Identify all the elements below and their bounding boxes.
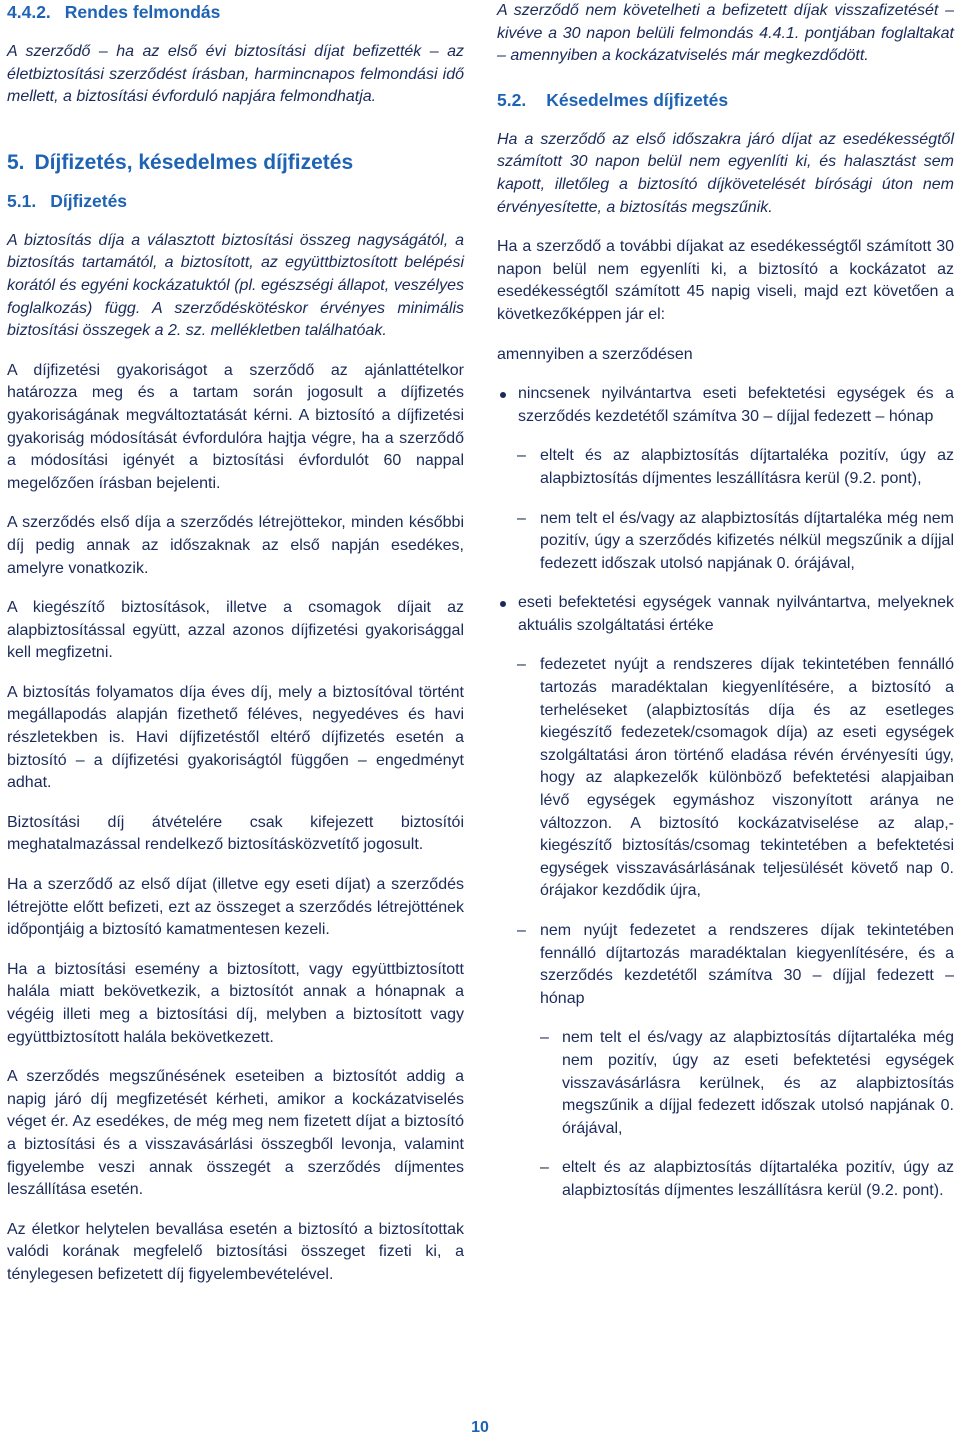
dash-icon: – [540,1159,549,1177]
bullet-icon [500,392,506,398]
paragraph: Ha a szerződő az első időszakra járó díjat az esedékességtől számított 30 napon belül nem egyenlíti ki, és halasztást sem kapott, illetőleg a biztosító díjkövetelését bírósági úton nem érvényesítette, a biztosítás megszűnik. [497,130,954,216]
paragraph: A díjfizetési gyakoriságot a szerződő az ajánlattételkor határozza meg és a tartam során jogosult a díjfizetés gyakoriságának megváltoztatását kérni. A biztosító a díjfizetési gyakoriság módosítását évfordulóra hajtja végre, ha a szerződő a módosítási igényét a biztosítási évfordulót 60 nappal megelőzően írásban bejelenti. [7,361,464,492]
paragraph: A szerződő – ha az első évi biztosítási díjat befizették – az életbiztosítási szerződést írásban, harmincnapos felmondási idő mellett, a biztosítási évforduló napjára felmondhatja. [7,43,464,106]
list-item-text: eseti befektetési egységek vannak nyilvántartva, melyeknek aktuális szolgáltatási értéke [518,594,954,634]
list-item-text: eltelt és az alapbiztosítás díjtartaléka pozitív, úgy az alapbiztosítás díjmentes leszállításra kerül (9.2. pont), [540,447,954,487]
paragraph: A szerződés első díja a szerződés létrejöttekor, minden későbbi díj pedig annak az időszaknak az első napján esedékes, amelyre vonatkozik. [7,514,464,577]
bullet-icon [500,601,506,607]
section-heading-5 [7,149,464,177]
list-item [497,383,954,428]
right-column [497,0,954,1203]
section-heading-5-1 [7,189,464,213]
section-title: Késedelmes díjfizetés [546,89,729,110]
dash-icon: – [517,509,526,527]
paragraph: amennyiben a szerződésen [497,345,693,363]
list-item-text: fedezetet nyújt a rendszeres díjak tekintetében fennálló tartozás maradéktalan kiegyenlítésére, a biztosító a terheléseket (alapbiztosítás díja és az esetleges kiegészítő fedezetek/csomagok díja) az eseti egységek szolgáltatási áron történő eladása révén érvényesíti úgy, hogy az alapkezelők különböző befektetési alapjaiban lévő egységek egymáshoz viszonyított aránya ne változzon. A biztosító kockázatviselése az alap,- kiegészítő biztosítás/csomag tekintetében a befektetési egységek visszavásárlásának teljesülését követő nap 0. órájakor kezdődik újra, [540,656,954,900]
paragraph: Ha a szerződő az első díjat (illetve egy eseti díjat) a szerződés létrejötte előtt befizeti, ezt az összeget a szerződés létrejöttének időpontjáig a biztosító kamatmentesen kezeli. [7,876,464,939]
dash-icon: – [517,656,526,674]
page-number: 10 [471,1419,489,1436]
sub-sub-list-item [497,1157,954,1202]
sub-sub-list-item [497,1027,954,1140]
section-heading-5-2 [497,88,954,112]
section-number: 5. [7,150,25,174]
paragraph: Biztosítási díj átvételére csak kifejezett biztosítói meghatalmazással rendelkező biztosításközvetítő jogosult. [7,813,464,854]
list-item [497,592,954,637]
paragraph: A biztosítás folyamatos díja éves díj, mely a biztosítóval történt megállapodás alapján fizethető féléves, negyedéves és havi részletekben is. Havi díjfizetéstől eltérő díjfizetés esetén a biztosító – a díjfizetési gyakoriságtól függően – engedményt adhat. [7,683,464,792]
list-item-text: nem nyújt fedezetet a rendszeres díjak tekintetében fennálló díjtartozás maradéktalan kiegyenlítésére, és a szerződés kezdetétől számítva 30 – díjjal fedezett – hónap [540,922,954,1007]
dash-icon: – [540,1029,549,1047]
sub-list-item [497,445,954,490]
list-item-text: nincsenek nyilvántartva eseti befektetési egységek és a szerződés kezdetétől számítva 30 – díjjal fedezett – hónap [518,385,954,425]
paragraph: A szerződés megszűnésének eseteiben a biztosítót addig a napig járó díj megfizetését kérheti, amikor a kockázatviselés véget ér. Az esedékes, de még meg nem fizetett díjat a biztosító a biztosítási és a visszavásárlási összegből levonja, valamint figyelembe veszi annak összegét a szerződés díjmentes leszállítása esetén. [7,1068,464,1199]
paragraph: Az életkor helytelen bevallása esetén a biztosító a biztosítottak valódi korának megfelelő biztosítási összeget fizeti ki, a ténylegesen befizetett díj figyelembevételével. [7,1220,464,1283]
section-number: 5.2. [497,89,527,110]
paragraph: A biztosítás díja a választott biztosítási összeg nagyságától, a biztosítás tartamától, a biztosított, az együttbiztosított belépési korától és egyéni kockázatuktól (pl. egészségi állapot, veszélyes foglalkozás) függ. A szerződéskötéskor érvényes minimális biztosítási összegek a 2. sz. mellékletben találhatóak. [7,231,464,340]
section-title: Díjfizetés [50,190,128,211]
sub-list-item [497,920,954,1010]
list-item-text: nem telt el és/vagy az alapbiztosítás díjtartaléka még nem pozitív, úgy a szerződés kifizetés nélkül megszűnik a díjjal fedezett időszak utolsó napjának 0. órájával, [540,509,954,572]
dash-icon: – [517,447,526,465]
section-heading-4-4-2 [7,0,464,24]
list-item-text: nem telt el és/vagy az alapbiztosítás díjtartaléka még nem pozitív, úgy az eseti befektetési egységek visszavásárlásra kerülnek, és az alapbiztosítás megszűnik a díjjal fedezett időszak utolsó napjának 0. órájával, [562,1029,954,1137]
section-title: Díjfizetés, késedelmes díjfizetés [34,150,354,174]
list-item-text: eltelt és az alapbiztosítás díjtartaléka pozitív, úgy az alapbiztosítás díjmentes leszállításra kerül (9.2. pont). [562,1159,954,1199]
paragraph: A szerződő nem követelheti a befizetett díjak visszafizetését – kivéve a 30 napon belüli felmondás 4.4.1. pontjában foglaltakat – amennyiben a kockázatviselés már megkezdődött. [497,2,954,65]
section-number: 4.4.2. [7,2,51,22]
paragraph: Ha a szerződő a további díjakat az esedékességtől számított 30 napon belül nem egyenlíti ki, a biztosító a kockázatot az esedékességtől számított 45 napig viseli, majd ezt követően a következőképpen jár el: [497,238,954,323]
dash-icon: – [517,922,526,939]
sub-list-item [497,654,954,903]
section-title: Rendes felmondás [64,2,221,22]
left-column [7,0,464,1287]
sub-list-item [497,508,954,576]
paragraph: Ha a biztosítási esemény a biztosított, vagy együttbiztosított halála miatt bekövetkezik, a biztosítót annak a hónapnak a végéig illeti meg a biztosítási díj, melyben a biztosított vagy együttbiztosított halála bekövetkezett. [7,960,464,1046]
paragraph: A kiegészítő biztosítások, illetve a csomagok díjait az alapbiztosítással együtt, azzal azonos díjfizetési gyakorisággal kell megfizetni. [7,599,464,662]
section-number: 5.1. [7,190,37,211]
